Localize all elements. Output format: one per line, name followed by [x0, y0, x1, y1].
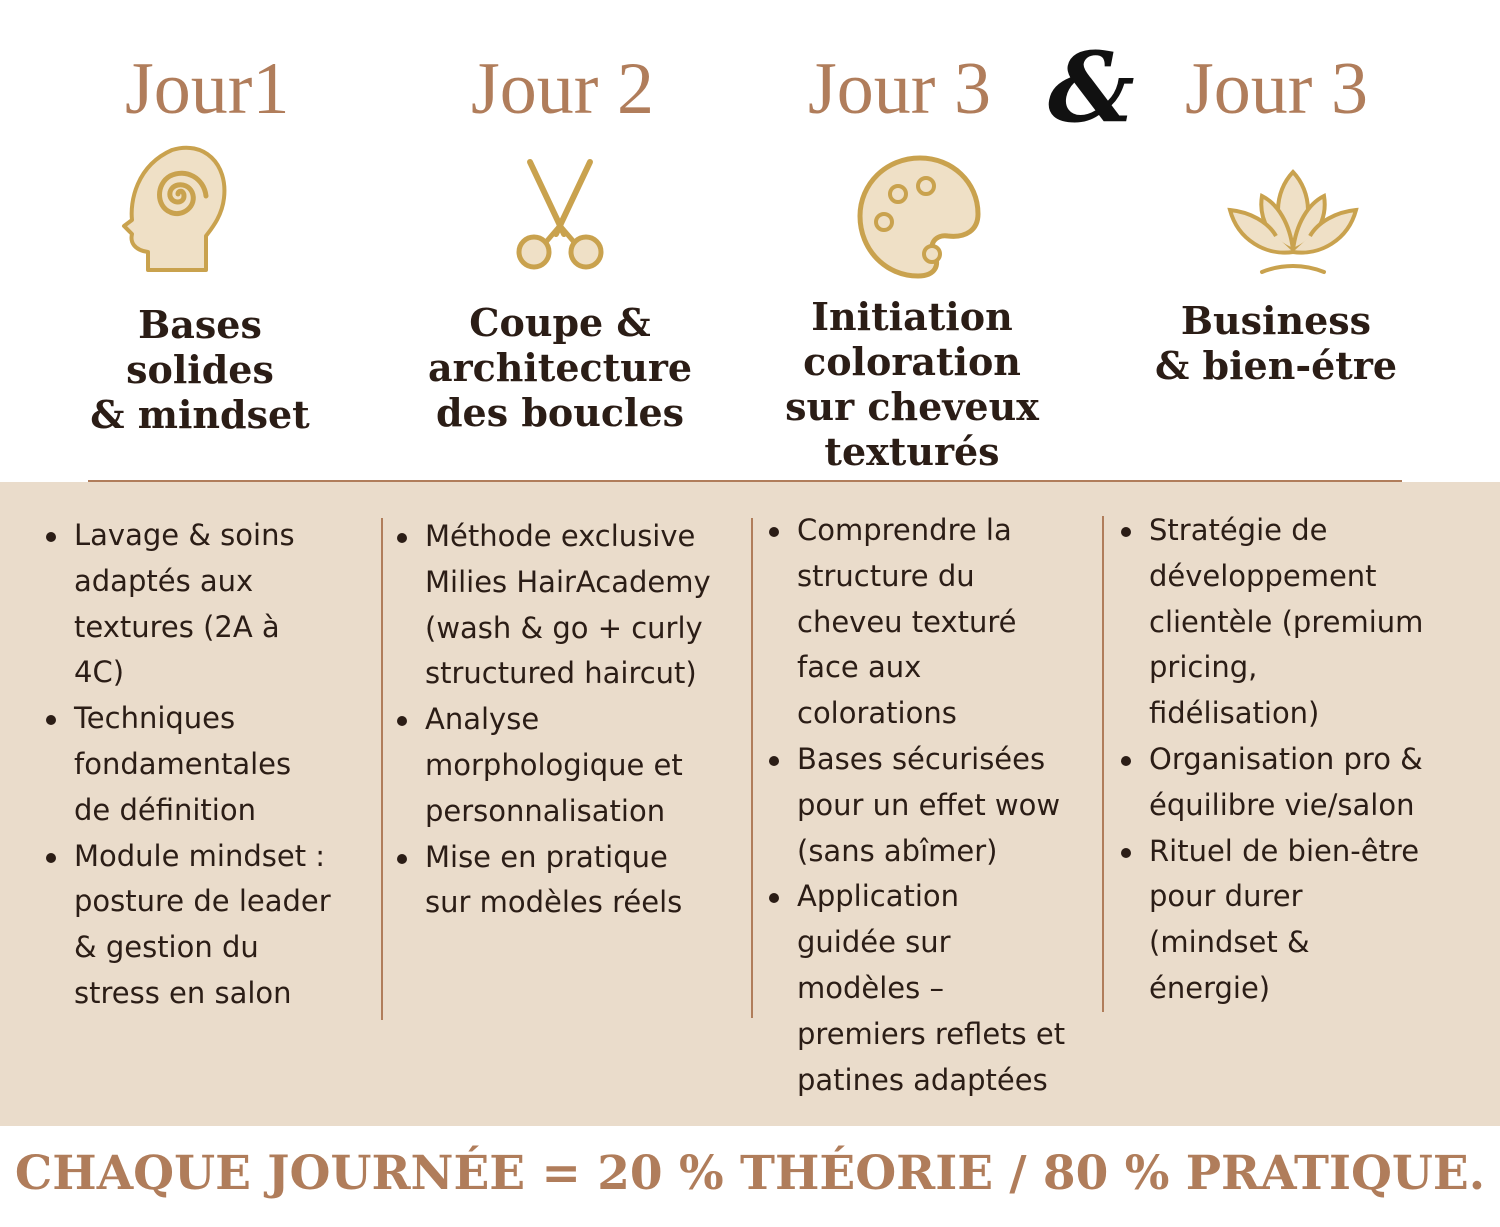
lotus-icon	[1226, 164, 1360, 280]
list-item: Bases sécurisées pour un effet wow (sans abîmer)	[767, 737, 1065, 874]
day-4-list	[1119, 508, 1423, 1012]
list-item: Techniques fondamentales de définition	[44, 696, 331, 833]
list-item: Application guidée sur modèles – premiers reflets et patines adaptées	[767, 874, 1065, 1103]
day-4-title: Jour 3	[1185, 48, 1368, 130]
day-1-subtitle: Bases solides & mindset	[90, 302, 310, 437]
ampersand: &	[1048, 31, 1135, 144]
list-item: Analyse morphologique et personnalisation	[395, 697, 711, 834]
day-3-title: Jour 3	[808, 48, 991, 130]
list-item: Lavage & soins adaptés aux textures (2A à 4C)	[44, 513, 331, 696]
day-2-title: Jour 2	[471, 48, 654, 130]
footer-tagline: CHAQUE JOURNÉE = 20 % THÉORIE / 80 % PRATIQUE.	[14, 1146, 1486, 1201]
day-3-list	[767, 508, 1065, 1103]
day-2-list	[395, 514, 711, 926]
list-item: Organisation pro & équilibre vie/salon	[1119, 737, 1423, 829]
day-1-title: Jour1	[125, 48, 290, 130]
day-1-list	[44, 513, 331, 1017]
list-item: Stratégie de développement clientèle (premium pricing, fidélisation)	[1119, 508, 1423, 737]
scissors-icon	[510, 158, 610, 274]
list-item: Module mindset : posture de leader & gestion du stress en salon	[44, 834, 331, 1017]
column-divider	[1102, 516, 1104, 1012]
column-divider	[381, 518, 383, 1020]
list-item: Méthode exclusive Milies HairAcademy (wash & go + curly structured haircut)	[395, 514, 711, 697]
day-4-subtitle: Business & bien-étre	[1154, 298, 1398, 388]
list-item: Rituel de bien-être pour durer (mindset & énergie)	[1119, 829, 1423, 1012]
column-divider	[751, 518, 753, 1018]
list-item: Comprendre la structure du cheveu texturé face aux colorations	[767, 508, 1065, 737]
day-3-subtitle: Initiation coloration sur cheveux texturés	[785, 294, 1039, 474]
palette-icon	[856, 154, 982, 280]
head-spiral-icon	[112, 142, 232, 274]
list-item: Mise en pratique sur modèles réels	[395, 835, 711, 927]
day-2-subtitle: Coupe & architecture des boucles	[427, 300, 693, 435]
